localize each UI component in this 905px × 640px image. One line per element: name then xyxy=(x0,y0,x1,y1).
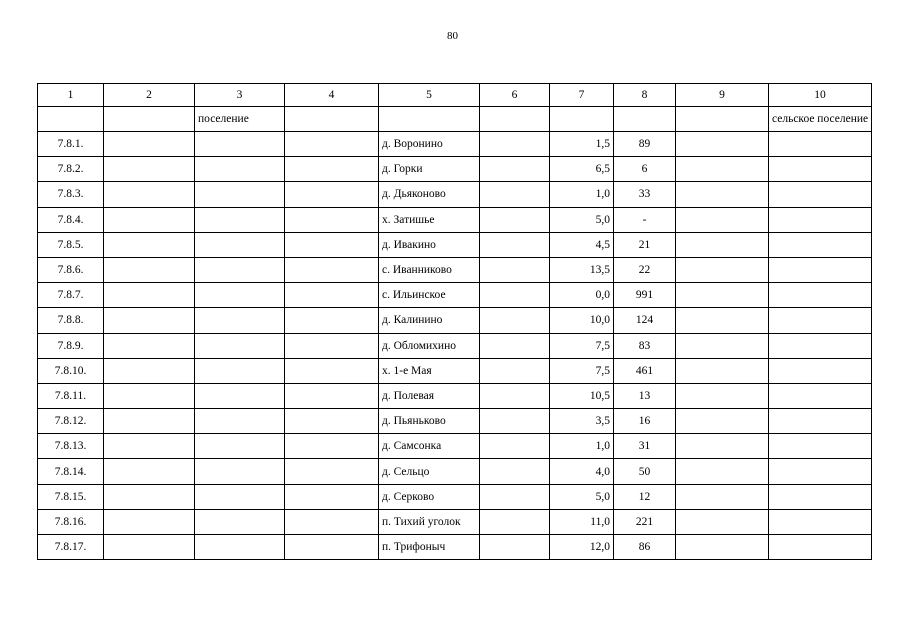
table-cell xyxy=(285,132,379,157)
column-header: 3 xyxy=(195,84,285,107)
table-cell xyxy=(38,107,104,132)
distance-value: 5,0 xyxy=(550,484,614,509)
table-cell xyxy=(676,257,769,282)
settlement-name: с. Ильинское xyxy=(379,283,480,308)
table-cell xyxy=(195,132,285,157)
row-number: 7.8.8. xyxy=(38,308,104,333)
table-cell xyxy=(676,157,769,182)
table-row xyxy=(38,283,872,308)
table-cell xyxy=(104,459,195,484)
table-cell xyxy=(676,535,769,560)
settlement-name: д. Ивакино xyxy=(379,232,480,257)
distance-value: 0,0 xyxy=(550,283,614,308)
population-value: 33 xyxy=(614,182,676,207)
settlement-name: х. Затишье xyxy=(379,207,480,232)
table-cell xyxy=(480,107,550,132)
settlement-name: д. Пьяньково xyxy=(379,409,480,434)
table-cell xyxy=(769,434,872,459)
distance-value: 6,5 xyxy=(550,157,614,182)
table-cell xyxy=(104,383,195,408)
table-row xyxy=(38,509,872,534)
column-header: 7 xyxy=(550,84,614,107)
table-cell xyxy=(769,333,872,358)
table-cell xyxy=(195,333,285,358)
settlement-name: д. Полевая xyxy=(379,383,480,408)
table-cell xyxy=(480,157,550,182)
table-cell xyxy=(480,358,550,383)
population-value: 22 xyxy=(614,257,676,282)
table-cell xyxy=(769,132,872,157)
row-number: 7.8.14. xyxy=(38,459,104,484)
table-cell xyxy=(676,107,769,132)
table-cell xyxy=(104,358,195,383)
row-number: 7.8.17. xyxy=(38,535,104,560)
table-row xyxy=(38,157,872,182)
table-cell xyxy=(480,459,550,484)
table-row xyxy=(38,232,872,257)
continuation-row xyxy=(38,107,872,132)
table-cell xyxy=(195,308,285,333)
table-cell xyxy=(676,484,769,509)
population-value: 461 xyxy=(614,358,676,383)
population-value: 6 xyxy=(614,157,676,182)
table-row xyxy=(38,257,872,282)
table-cell xyxy=(676,459,769,484)
table-cell xyxy=(285,257,379,282)
table-cell xyxy=(285,157,379,182)
table-cell xyxy=(104,434,195,459)
table-cell xyxy=(285,383,379,408)
table-cell xyxy=(480,484,550,509)
column-header: 4 xyxy=(285,84,379,107)
distance-value: 4,5 xyxy=(550,232,614,257)
table-cell xyxy=(195,409,285,434)
population-value: 221 xyxy=(614,509,676,534)
table-cell xyxy=(676,182,769,207)
page-number: 80 xyxy=(447,30,458,42)
row-number: 7.8.2. xyxy=(38,157,104,182)
table-cell xyxy=(285,107,379,132)
column-header: 1 xyxy=(38,84,104,107)
column-header: 5 xyxy=(379,84,480,107)
table-row xyxy=(38,207,872,232)
table-cell xyxy=(195,484,285,509)
population-value: 89 xyxy=(614,132,676,157)
population-value: 12 xyxy=(614,484,676,509)
table-cell xyxy=(195,232,285,257)
table-cell xyxy=(285,509,379,534)
settlement-name: п. Тихий уголок xyxy=(379,509,480,534)
table-cell xyxy=(285,535,379,560)
table-cell xyxy=(676,308,769,333)
table-cell xyxy=(104,409,195,434)
table-row xyxy=(38,132,872,157)
table-cell xyxy=(676,358,769,383)
table-row xyxy=(38,409,872,434)
table-cell xyxy=(104,333,195,358)
distance-value: 1,0 xyxy=(550,434,614,459)
table-row xyxy=(38,535,872,560)
table-cell xyxy=(769,157,872,182)
row-number: 7.8.15. xyxy=(38,484,104,509)
table-cell xyxy=(676,509,769,534)
table-cell xyxy=(769,459,872,484)
table-cell xyxy=(480,409,550,434)
row-number: 7.8.3. xyxy=(38,182,104,207)
table-cell xyxy=(104,308,195,333)
table-row xyxy=(38,182,872,207)
settlement-name: х. 1-е Мая xyxy=(379,358,480,383)
table-cell xyxy=(195,283,285,308)
table-cell xyxy=(195,257,285,282)
table-cell xyxy=(614,107,676,132)
table-cell xyxy=(104,535,195,560)
row-number: 7.8.4. xyxy=(38,207,104,232)
table-cell xyxy=(379,107,480,132)
table-row xyxy=(38,383,872,408)
row-number: 7.8.13. xyxy=(38,434,104,459)
table-cell xyxy=(104,257,195,282)
table-cell xyxy=(104,509,195,534)
settlement-name: д. Самсонка xyxy=(379,434,480,459)
settlement-name: д. Горки xyxy=(379,157,480,182)
table-cell xyxy=(676,132,769,157)
table-cell xyxy=(285,333,379,358)
table-cell xyxy=(285,182,379,207)
row-number: 7.8.7. xyxy=(38,283,104,308)
table-cell xyxy=(769,283,872,308)
table-cell xyxy=(480,257,550,282)
table-cell xyxy=(676,232,769,257)
table-cell xyxy=(769,409,872,434)
column-number-row xyxy=(38,84,872,107)
row-number: 7.8.12. xyxy=(38,409,104,434)
settlements-table xyxy=(37,83,872,560)
table-cell xyxy=(285,484,379,509)
table-cell xyxy=(769,207,872,232)
table-cell xyxy=(676,283,769,308)
column-header: 6 xyxy=(480,84,550,107)
table-cell xyxy=(480,308,550,333)
table-cell xyxy=(769,182,872,207)
settlement-name: д. Сельцо xyxy=(379,459,480,484)
distance-value: 10,5 xyxy=(550,383,614,408)
table-cell xyxy=(195,459,285,484)
table-cell xyxy=(480,132,550,157)
table-cell xyxy=(104,232,195,257)
distance-value: 3,5 xyxy=(550,409,614,434)
table-cell xyxy=(285,409,379,434)
table-cell xyxy=(285,459,379,484)
settlement-name: д. Калинино xyxy=(379,308,480,333)
table-row xyxy=(38,308,872,333)
population-value: 991 xyxy=(614,283,676,308)
table-cell xyxy=(195,509,285,534)
distance-value: 13,5 xyxy=(550,257,614,282)
row-number: 7.8.1. xyxy=(38,132,104,157)
population-value: 13 xyxy=(614,383,676,408)
table-cell xyxy=(480,509,550,534)
row-number: 7.8.10. xyxy=(38,358,104,383)
distance-value: 1,5 xyxy=(550,132,614,157)
population-value: - xyxy=(614,207,676,232)
table-cell xyxy=(480,232,550,257)
table-cell xyxy=(676,207,769,232)
table-cell xyxy=(480,283,550,308)
settlement-name: д. Дьяконово xyxy=(379,182,480,207)
row-number: 7.8.9. xyxy=(38,333,104,358)
settlement-name: п. Трифоныч xyxy=(379,535,480,560)
distance-value: 5,0 xyxy=(550,207,614,232)
table-row xyxy=(38,459,872,484)
table-cell xyxy=(480,207,550,232)
table-cell xyxy=(104,207,195,232)
table-cell xyxy=(285,308,379,333)
table-row xyxy=(38,358,872,383)
table-cell xyxy=(104,132,195,157)
settlement-name: д. Воронино xyxy=(379,132,480,157)
table-cell xyxy=(676,434,769,459)
table-cell xyxy=(285,283,379,308)
table-cell xyxy=(104,157,195,182)
row-number: 7.8.6. xyxy=(38,257,104,282)
table-cell xyxy=(676,383,769,408)
table-cell xyxy=(769,232,872,257)
table-row xyxy=(38,333,872,358)
table-cell xyxy=(195,157,285,182)
table-row xyxy=(38,484,872,509)
distance-value: 11,0 xyxy=(550,509,614,534)
table-cell xyxy=(769,484,872,509)
settlement-name: с. Иванниково xyxy=(379,257,480,282)
table-cell xyxy=(195,383,285,408)
table-cell xyxy=(769,535,872,560)
table-cell xyxy=(104,283,195,308)
population-value: 21 xyxy=(614,232,676,257)
table-cell xyxy=(676,409,769,434)
table-cell xyxy=(104,484,195,509)
row-number: 7.8.5. xyxy=(38,232,104,257)
table-cell xyxy=(480,182,550,207)
table-cell xyxy=(769,509,872,534)
column-header: 8 xyxy=(614,84,676,107)
table-cell xyxy=(480,333,550,358)
table-cell xyxy=(769,383,872,408)
table-cell xyxy=(769,358,872,383)
distance-value: 10,0 xyxy=(550,308,614,333)
table-row xyxy=(38,434,872,459)
table-cell xyxy=(195,182,285,207)
table-cell xyxy=(285,358,379,383)
table-cell xyxy=(480,434,550,459)
table-cell xyxy=(676,333,769,358)
table-cell xyxy=(104,182,195,207)
settlement-type-label: поселение xyxy=(195,107,285,132)
settlement-name: д. Обломихино xyxy=(379,333,480,358)
column-header: 9 xyxy=(676,84,769,107)
table-cell xyxy=(195,434,285,459)
table-cell xyxy=(480,383,550,408)
population-value: 124 xyxy=(614,308,676,333)
table-cell xyxy=(769,308,872,333)
population-value: 83 xyxy=(614,333,676,358)
table-cell xyxy=(104,107,195,132)
row-number: 7.8.11. xyxy=(38,383,104,408)
column-header: 2 xyxy=(104,84,195,107)
settlement-name: д. Серково xyxy=(379,484,480,509)
table-cell xyxy=(195,207,285,232)
distance-value: 4,0 xyxy=(550,459,614,484)
distance-value: 1,0 xyxy=(550,182,614,207)
population-value: 50 xyxy=(614,459,676,484)
distance-value: 12,0 xyxy=(550,535,614,560)
table-cell xyxy=(195,535,285,560)
table-cell xyxy=(195,358,285,383)
population-value: 31 xyxy=(614,434,676,459)
table-cell xyxy=(550,107,614,132)
table-cell xyxy=(285,232,379,257)
population-value: 16 xyxy=(614,409,676,434)
table-cell xyxy=(769,257,872,282)
row-number: 7.8.16. xyxy=(38,509,104,534)
rural-settlement-label: сельское поселение xyxy=(769,107,872,132)
table-cell xyxy=(285,207,379,232)
table-cell xyxy=(480,535,550,560)
table-cell xyxy=(285,434,379,459)
column-header: 10 xyxy=(769,84,872,107)
distance-value: 7,5 xyxy=(550,358,614,383)
population-value: 86 xyxy=(614,535,676,560)
distance-value: 7,5 xyxy=(550,333,614,358)
